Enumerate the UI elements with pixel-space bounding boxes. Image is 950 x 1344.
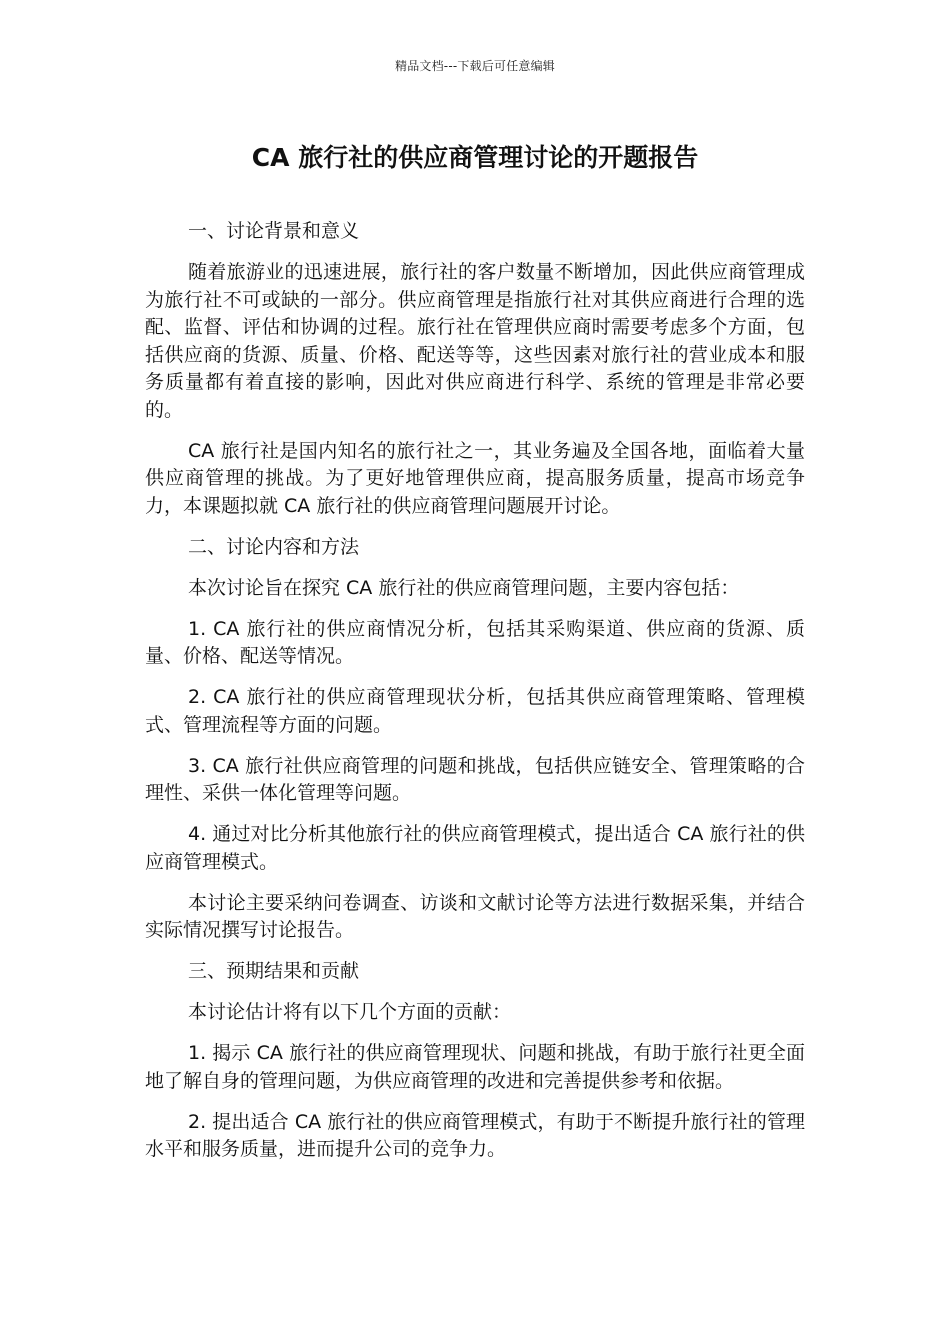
paragraph: CA 旅行社是国内知名的旅行社之一，其业务遍及全国各地，面临着大量供应商管理的挑战。为了更好地管理供应商，提高服务质量，提高市场竞争力，本课题拟就 CA 旅行社的供应商管理问题展开讨论。 (145, 439, 805, 517)
list-item: 1. 揭示 CA 旅行社的供应商管理现状、问题和挑战，有助于旅行社更全面地了解自身的管理问题，为供应商管理的改进和完善提供参考和依据。 (145, 1042, 805, 1092)
paragraph: 本讨论估计将有以下几个方面的贡献： (188, 1001, 512, 1023)
section-heading-background: 一、讨论背景和意义 (188, 220, 360, 242)
document-title: CA 旅行社的供应商管理讨论的开题报告 (251, 143, 699, 172)
document-body (145, 218, 805, 1177)
section-heading-content-method: 二、讨论内容和方法 (188, 535, 360, 558)
list-item: 3. CA 旅行社供应商管理的问题和挑战，包括供应链安全、管理策略的合理性、采供一体化管理等问题。 (145, 754, 805, 804)
section-heading-results: 三、预期结果和贡献 (188, 960, 360, 982)
list-item: 1. CA 旅行社的供应商情况分析，包括其采购渠道、供应商的货源、质量、价格、配送等情况。 (145, 617, 805, 667)
list-item: 2. CA 旅行社的供应商管理现状分析，包括其供应商管理策略、管理模式、管理流程等方面的问题。 (145, 686, 805, 736)
paragraph: 随着旅游业的迅速进展，旅行社的客户数量不断增加，因此供应商管理成为旅行社不可或缺的一部分。供应商管理是指旅行社对其供应商进行合理的选配、监督、评估和协调的过程。旅行社在管理供应商时需要考虑多个方面，包括供应商的货源、质量、价格、配送等等，这些因素对旅行社的营业成本和服务质量都有着直接的影响，因此对供应商进行科学、系统的管理是非常必要的。 (145, 261, 805, 421)
list-item: 2. 提出适合 CA 旅行社的供应商管理模式，有助于不断提升旅行社的管理水平和服务质量，进而提升公司的竞争力。 (145, 1110, 805, 1160)
paragraph: 本次讨论旨在探究 CA 旅行社的供应商管理问题，主要内容包括： (188, 576, 740, 599)
paragraph: 本讨论主要采纳问卷调查、访谈和文献讨论等方法进行数据采集，并结合实际情况撰写讨论报告。 (145, 891, 805, 941)
list-item: 4. 通过对比分析其他旅行社的供应商管理模式，提出适合 CA 旅行社的供应商管理模式。 (145, 823, 805, 873)
header-note: 精品文档---下载后可任意编辑 (395, 59, 555, 73)
